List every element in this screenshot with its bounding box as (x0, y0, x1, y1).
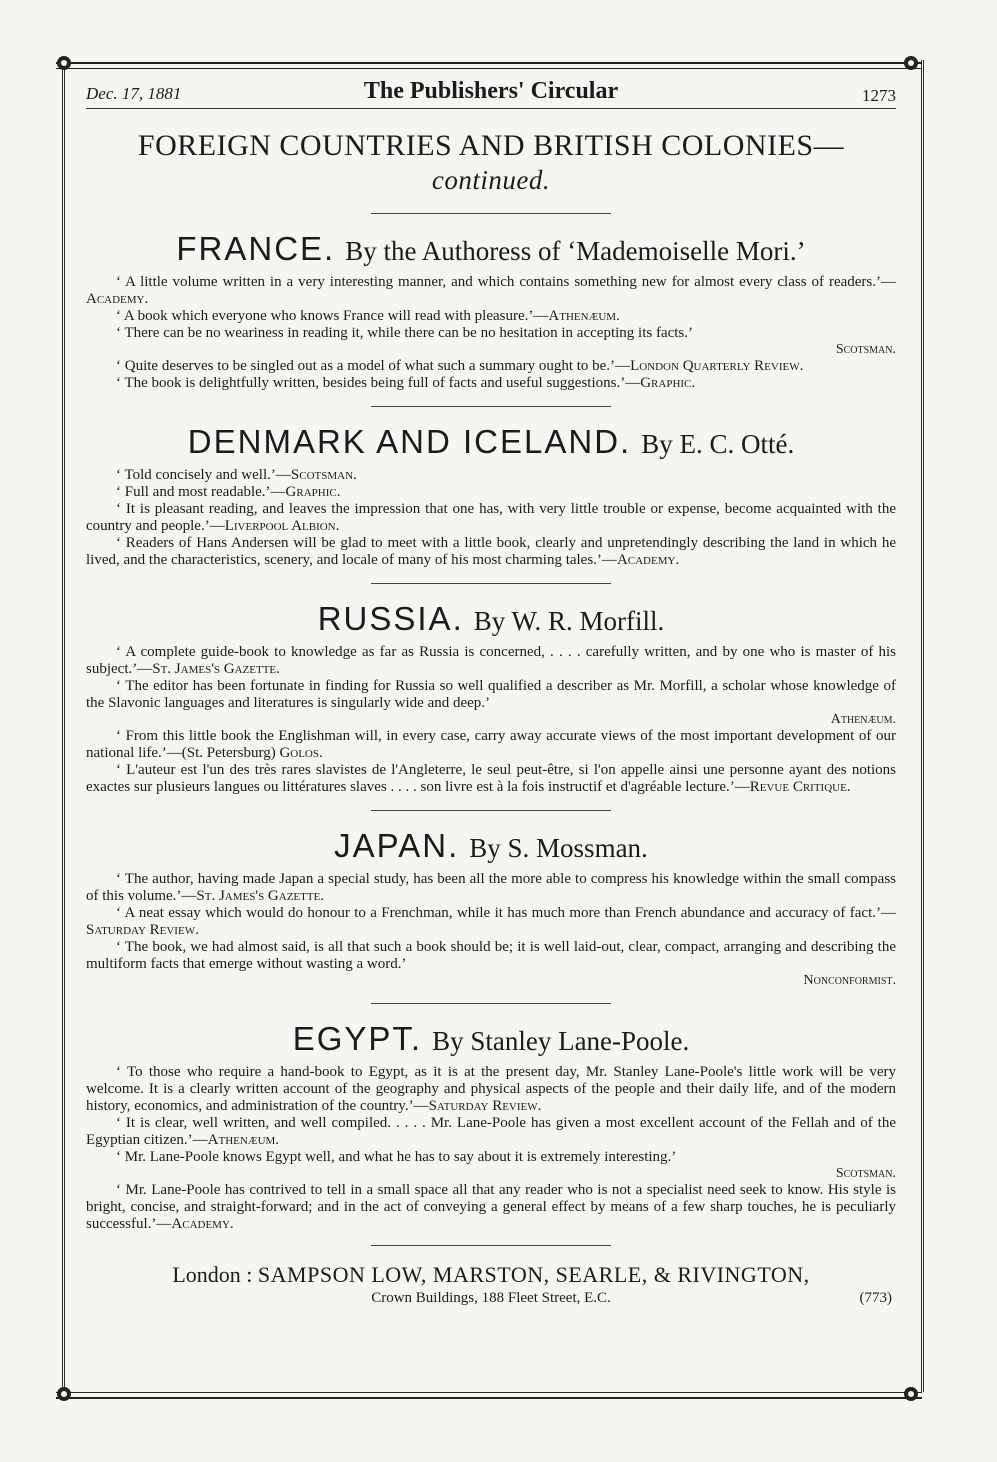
header-date: Dec. 17, 1881 (86, 84, 182, 103)
top-rule (56, 62, 922, 69)
section-4 (86, 1020, 896, 1233)
section-title (86, 1020, 896, 1058)
review-quote (86, 308, 896, 325)
section-country: DENMARK AND ICELAND. (187, 423, 632, 460)
quote-text: ‘ The author, having made Japan a special study, has been all the more able to compress his knowledge within the small compass of this volume.’— (86, 871, 896, 904)
quote-text: ‘ A little volume written in a very interesting manner, and which contains something new for almost every class of readers.’— (116, 274, 896, 290)
quote-text: ‘ Mr. Lane-Poole knows Egypt well, and what he has to say about it is extremely interesting.’ (116, 1149, 677, 1165)
section-0 (86, 230, 896, 392)
section-byline: By the Authoress of ‘Mademoiselle Mori.’ (345, 236, 806, 266)
quote-text: ‘ There can be no weariness in reading it, while there can be no hesitation in accepting its facts.’ (116, 325, 694, 341)
review-quote (86, 375, 896, 392)
review-quote (86, 905, 896, 939)
quote-text: ‘ Full and most readable.’— (116, 484, 286, 500)
review-quote (86, 325, 896, 342)
review-quote (86, 939, 896, 973)
quote-source: Revue Critique. (749, 779, 851, 795)
quote-text: ‘ It is clear, well written, and well compiled. . . . . Mr. Lane-Poole has given a most excellent account of the Fellah and of the Egyptian citizen.’— (86, 1115, 896, 1148)
quote-source-line (86, 712, 896, 728)
quote-text: ‘ To those who require a hand-book to Egypt, as it is at the present day, Mr. Stanley Lane-Poole's little work will be very welcome. It is a clearly written account of the geography and physical aspects of the people and their daily life, and of the modern history, economics, and administration of the country.’— (86, 1064, 896, 1114)
footer-prefix: London : (172, 1262, 253, 1287)
quote-text: ‘ Quite deserves to be singled out as a model of what such a summary ought to be.’— (116, 358, 631, 374)
section-byline: By E. C. Otté. (641, 429, 795, 459)
quote-source-line (86, 342, 896, 358)
publication-title: The Publishers' Circular (363, 78, 619, 104)
corner-ornament-icon (904, 1387, 918, 1401)
running-header (86, 70, 896, 109)
page-content (86, 70, 896, 1307)
section-divider (371, 406, 611, 407)
review-quote (86, 1182, 896, 1233)
section-divider (371, 1245, 611, 1246)
footer-imprint (86, 1262, 896, 1288)
bottom-rule (56, 1392, 922, 1399)
corner-ornament-icon (57, 56, 71, 70)
quote-source: Academy. (616, 552, 680, 568)
review-quote (86, 728, 896, 762)
review-quote (86, 678, 896, 712)
quote-source: Academy. (86, 291, 149, 307)
quote-source: Saturday Review. (86, 922, 199, 938)
review-quote (86, 1115, 896, 1149)
section-country: RUSSIA. (317, 600, 464, 637)
footer-publisher: SAMPSON LOW, MARSTON, SEARLE, & RIVINGTON, (257, 1262, 810, 1287)
review-quote (86, 1064, 896, 1115)
quote-source: Scotsman. (835, 342, 896, 357)
quote-text: ‘ The editor has been fortunate in finding for Russia so well qualified a describer as Mr. Morfill, a scholar whose knowledge of the Slavonic languages and literatures is singularly wide and deep.’ (86, 678, 896, 711)
quote-text: ‘ The book is delightfully written, besides being full of facts and useful suggestions.’— (116, 375, 641, 391)
review-quote (86, 871, 896, 905)
quote-source: Athenæum. (548, 308, 620, 324)
quote-source-line (86, 1166, 896, 1182)
quote-text: ‘ The book, we had almost said, is all that such a book should be; it is well laid-out, clear, compact, arranging and describing the multiform facts that emerge without wasting a word.’ (86, 939, 896, 972)
quote-text: ‘ L'auteur est l'un des très rares slavistes de l'Angleterre, le seul peut-être, si l'on appelle ainsi une personne ayant des notions exactes sur plusieurs langues ou littératures slaves . . . . son livre est à la fois instructif et d'agréable lecture.’— (86, 762, 896, 795)
section-3 (86, 827, 896, 989)
section-1 (86, 423, 896, 569)
review-quote (86, 535, 896, 569)
quote-source: Scotsman. (290, 467, 357, 483)
main-heading-continued: continued. (431, 165, 551, 195)
section-country: EGYPT. (292, 1020, 423, 1057)
main-heading-text: FOREIGN COUNTRIES AND BRITISH COLONIES— (137, 129, 845, 162)
header-page-number: 1273 (862, 86, 896, 105)
review-quote (86, 484, 896, 501)
quote-source-line (86, 973, 896, 989)
review-quote (86, 467, 896, 484)
section-byline: By S. Mossman. (469, 833, 648, 863)
section-title (86, 423, 896, 461)
quote-source: St. James's Gazette. (196, 888, 325, 904)
quote-source: St. James's Gazette. (152, 661, 280, 677)
section-divider (371, 1003, 611, 1004)
quote-text: ‘ A book which everyone who knows France will read with pleasure.’— (116, 308, 549, 324)
publisher-footer (86, 1262, 896, 1307)
quote-text: ‘ From this little book the Englishman will, in every case, carry away accurate views of the most important development of our national life.’—(St. Petersburg) (86, 728, 896, 761)
quote-source: Nonconformist. (803, 973, 896, 988)
quote-source: Athenæum. (207, 1132, 280, 1148)
sections-container (86, 213, 896, 1246)
quote-source: Graphic. (640, 375, 696, 391)
corner-ornament-icon (57, 1387, 71, 1401)
main-heading (86, 129, 896, 197)
quote-source: Athenæum. (830, 712, 896, 727)
quote-source: London Quarterly Review. (630, 358, 804, 374)
section-divider (371, 583, 611, 584)
quote-text: ‘ Told concisely and well.’— (116, 467, 291, 483)
section-title (86, 600, 896, 638)
quote-source: Academy. (171, 1216, 234, 1232)
corner-ornament-icon (904, 56, 918, 70)
section-divider (371, 213, 611, 214)
quote-source: Golos. (279, 745, 323, 761)
section-byline: By W. R. Morfill. (473, 606, 665, 636)
footer-address: Crown Buildings, 188 Fleet Street, E.C. (371, 1290, 611, 1306)
section-byline: By Stanley Lane-Poole. (432, 1026, 690, 1056)
section-title (86, 230, 896, 268)
section-country: JAPAN. (334, 827, 460, 864)
section-country: FRANCE. (176, 230, 336, 267)
review-quote (86, 274, 896, 308)
quote-source: Scotsman. (835, 1166, 896, 1181)
quote-text: ‘ Readers of Hans Andersen will be glad to meet with a little book, clearly and unpretendingly describing the land in which he lived, and the characteristics, scenery, and locale of many of his most charming tales.’— (86, 535, 896, 568)
section-title (86, 827, 896, 865)
section-divider (371, 810, 611, 811)
section-2 (86, 600, 896, 796)
footer-page-ref: (773) (859, 1290, 892, 1306)
quote-text: ‘ A complete guide-book to knowledge as far as Russia is concerned, . . . . carefully written, and by one who is master of his subject.’— (86, 644, 896, 677)
quote-source: Graphic. (285, 484, 341, 500)
review-quote (86, 762, 896, 796)
quote-text: ‘ A neat essay which would do honour to a Frenchman, while it has much more than French abundance and accuracy of fact.’— (116, 905, 896, 921)
review-quote (86, 1149, 896, 1166)
quote-source: Liverpool Albion. (224, 518, 340, 534)
review-quote (86, 644, 896, 678)
review-quote (86, 358, 896, 375)
quote-source: Saturday Review. (428, 1098, 542, 1114)
quote-text: ‘ Mr. Lane-Poole has contrived to tell in a small space all that any reader who is not a specialist need seek to know. His style is bright, concise, and straight-forward; and in the act of conveying a general effect by means of a few sharp touches, he is peculiarly successful.’— (86, 1182, 896, 1232)
quote-text: ‘ It is pleasant reading, and leaves the impression that one has, with very little trouble or expense, become acquainted with the country and people.’— (86, 501, 896, 534)
review-quote (86, 501, 896, 535)
